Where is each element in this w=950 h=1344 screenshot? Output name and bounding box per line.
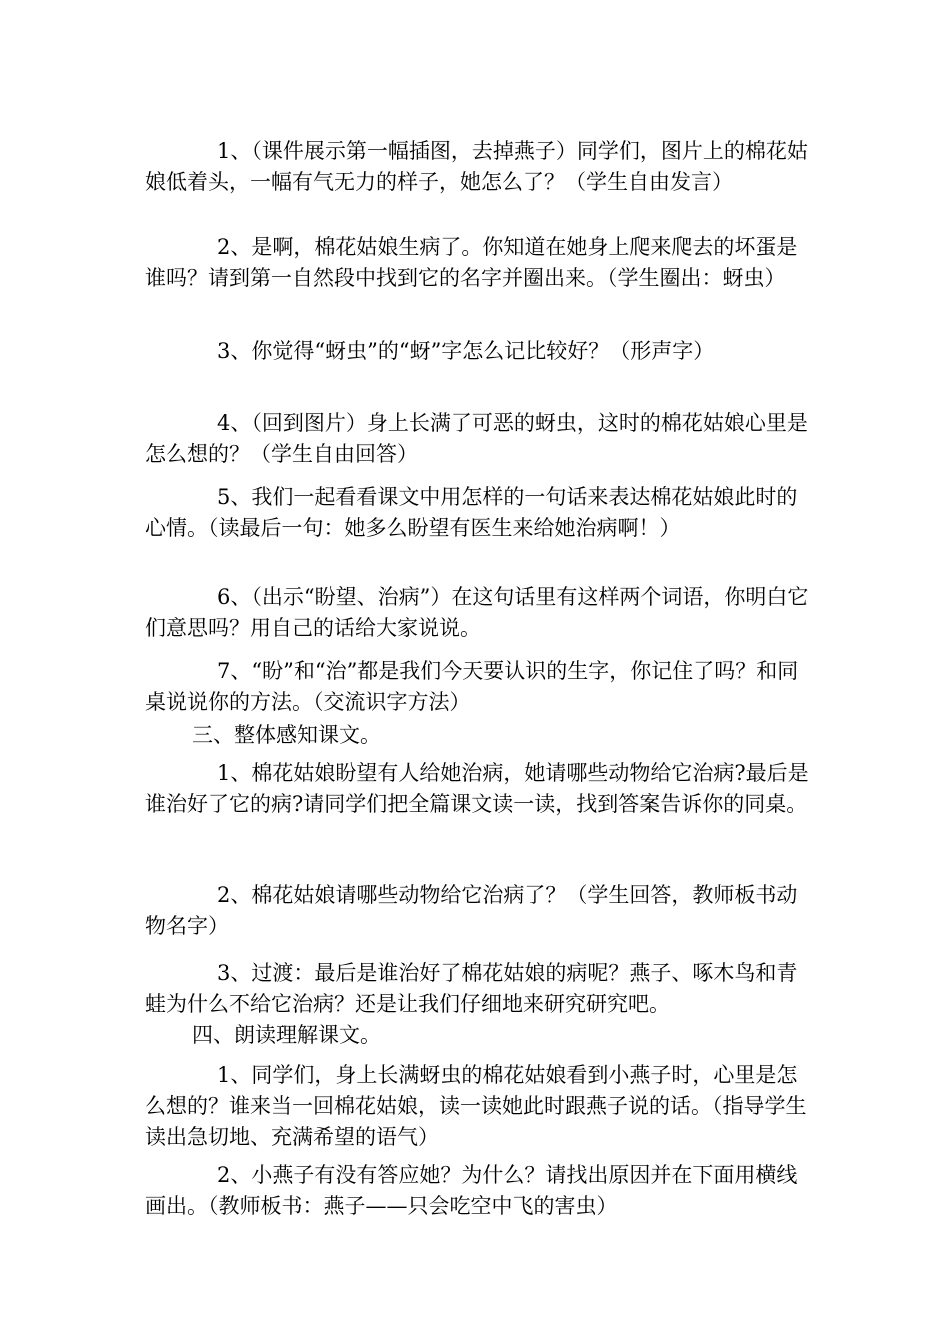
paragraph-3: 3、你觉得“蚜虫”的“蚜”字怎么记比较好？（形声字） [217, 339, 715, 363]
paragraph-12: 2、小燕子有没有答应她？为什么？请找出原因并在下面用横线画出。（教师板书：燕子——只会吃空中飞的害虫） [145, 1163, 798, 1218]
paragraph-2: 2、是啊，棉花姑娘生病了。你知道在她身上爬来爬去的坏蛋是谁吗？请到第一自然段中找到它的名字并圈出来。（学生圈出：蚜虫） [145, 235, 798, 290]
paragraph-8: 1、棉花姑娘盼望有人给她治病，她请哪些动物给它治病?最后是谁治好了它的病?请同学们把全篇课文读一读，找到答案告诉你的同桌。 [145, 761, 809, 816]
paragraph-1: 1、（课件展示第一幅插图，去掉燕子）同学们，图片上的棉花姑娘低着头，一幅有气无力的样子，她怎么了？（学生自由发言） [145, 139, 808, 194]
paragraph-10: 3、过渡：最后是谁治好了棉花姑娘的病呢？燕子、啄木鸟和青蛙为什么不给它治病？还是让我们仔细地来研究研究吧。 [145, 961, 798, 1016]
paragraph-4: 4、（回到图片）身上长满了可恶的蚜虫，这时的棉花姑娘心里是怎么想的？（学生自由回答） [145, 411, 808, 466]
paragraph-11: 1、同学们，身上长满蚜虫的棉花姑娘看到小燕子时，心里是怎么想的？谁来当一回棉花姑娘，读一读她此时跟燕子说的话。（指导学生读出急切地、充满希望的语气） [145, 1063, 807, 1149]
paragraph-9: 2、棉花姑娘请哪些动物给它治病了？（学生回答，教师板书动物名字） [145, 883, 798, 938]
paragraph-5: 5、我们一起看看课文中用怎样的一句话来表达棉花姑娘此时的心情。（读最后一句：她多么盼望有医生来给她治病啊！） [145, 485, 798, 540]
section-heading-4: 四、朗读理解课文。 [192, 1023, 381, 1047]
paragraph-7: 7、“盼”和“治”都是我们今天要认识的生字，你记住了吗？和同桌说说你的方法。（交流识字方法） [145, 659, 799, 714]
paragraph-6: 6、（出示“盼望、治病”）在这句话里有这样两个词语，你明白它们意思吗？用自己的话给大家说说。 [145, 585, 809, 640]
section-heading-3: 三、整体感知课文。 [192, 723, 381, 747]
